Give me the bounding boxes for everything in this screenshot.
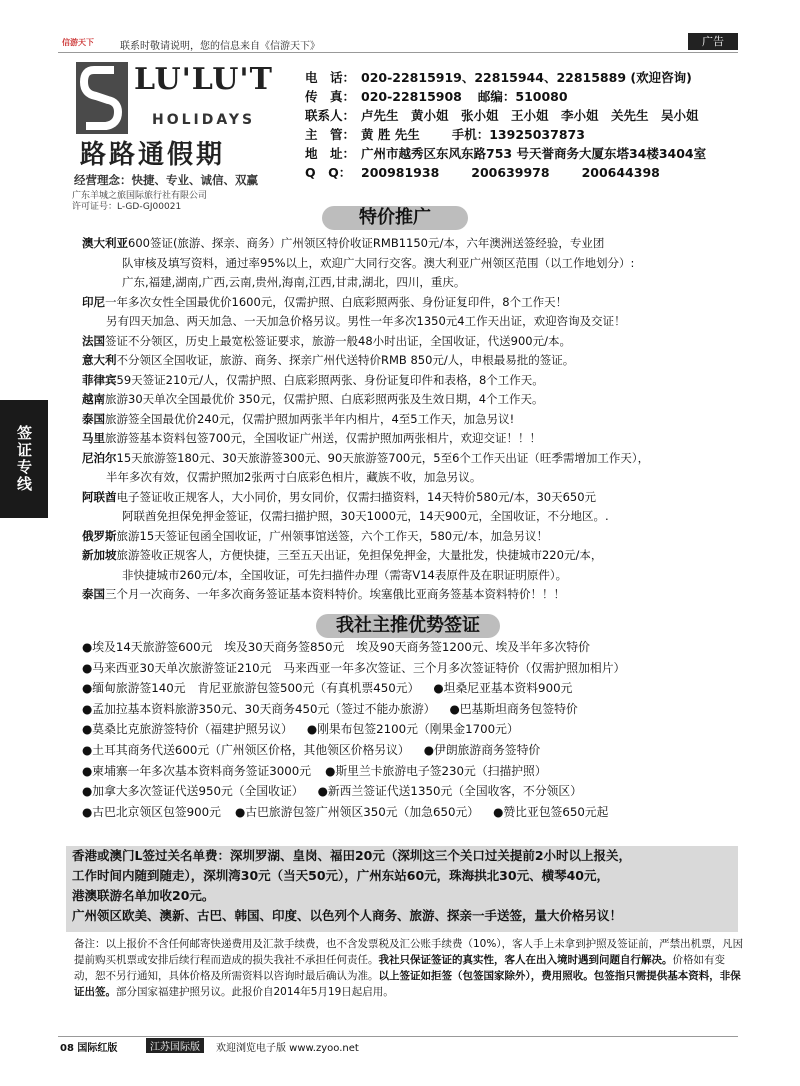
company-name: 广东羊城之旅国际旅行社有限公司: [72, 191, 208, 201]
promo-text: 旅游签收正规客人，方便快捷，三至五天出证，免担保免押金，大量批发，快捷城市220元/本，: [116, 548, 603, 562]
note-text-d: 以上签证如拒签（包签国家除外），费用照收。包签指只需提供基本资料，非保证出签。: [74, 970, 741, 998]
qq-label: Q Q：: [305, 165, 352, 180]
adv-item: ●刚果布包签2100元（刚果金1700元）: [306, 722, 519, 737]
zip-label: 邮编：: [477, 89, 516, 104]
promo-line: [82, 254, 742, 274]
company-logo: [72, 60, 272, 210]
edition-tag: 江苏国际版: [146, 1038, 204, 1053]
note-text-e: 部分国家福建护照另议。此报价自2014年5月19日起启用。: [116, 986, 394, 998]
people-label: 联系人：: [305, 108, 356, 123]
promo-country: 俄罗斯: [82, 528, 117, 543]
promo-line: [82, 507, 742, 527]
promo-text: 旅游15天签证包函全国收证，广州领事馆送签，六个工作天，580元/本，加急另议！: [116, 528, 548, 543]
promo-country: 澳大利亚: [82, 236, 128, 250]
manager-label: 主 管：: [305, 127, 356, 142]
promo-line: [82, 234, 742, 254]
mobile-label: 手机：: [451, 127, 490, 142]
promo-text: 15天旅游签180元、30天旅游签300元、90天旅游签700元，5至6个工作天出证（旺季需增加工作天），: [116, 450, 650, 465]
note-text-c: 价格如有变动，恕不另行通知，具体价格及所需资料以咨询时最后确认为准。: [74, 954, 725, 982]
address-value: 广州市越秀区东风东路753 号天誉商务大厦东塔34楼3404室: [361, 146, 707, 161]
side-tab-visa: 签证专线: [0, 400, 48, 518]
promo-line: [82, 371, 742, 391]
header-logo: 信游天下: [62, 38, 94, 47]
license-number: 许可证号：L-GD-GJ00021: [72, 202, 182, 212]
manager-value: 黄 胜 先生: [361, 127, 420, 142]
hk-line: 工作时间内随到随走），深圳湾30元（当天50元），广州东站60元，珠海拱北30元、横琴40元，: [72, 868, 609, 883]
adv-line: [82, 781, 742, 802]
promo-line: [82, 332, 742, 352]
promo-country: 阿联酋: [82, 489, 117, 504]
promo-text: 签证不分领区，历史上最宽松签证要求，旅游一般48小时出证，全国收证，代送900元/本。: [105, 333, 571, 348]
people-value: 卢先生 黄小姐 张小姐 王小姐 李小姐 关先生 吴小姐: [361, 108, 699, 123]
adv-line: [82, 802, 742, 823]
promo-line: [82, 585, 742, 605]
promo-text: 广东,福建,湖南,广西,云南,贵州,海南,江西,甘肃,湖北，四川，重庆。: [122, 275, 466, 289]
promo-text: 阿联酋免担保免押金签证，仅需扫描护照，30天1000元，14天900元，全国收证，不分地区。.: [122, 509, 609, 523]
promo-country: 泰国: [82, 411, 105, 426]
ad-tag: 广告: [688, 33, 738, 50]
adv-item: ●古巴北京领区包签900元: [82, 804, 221, 819]
promo-line: [82, 527, 742, 547]
footer-bar: [58, 1036, 738, 1053]
hk-macau-box: [66, 846, 738, 932]
promo-line: [82, 488, 742, 508]
adv-item: ●柬埔寨一年多次基本资料商务签证3000元: [82, 763, 312, 778]
qq-value-2: 200639978: [471, 165, 550, 180]
adv-title: 我社主推优势签证: [316, 614, 500, 638]
logo-brand-en: LU'LU'T: [134, 62, 273, 97]
promo-text: 三个月一次商务、一年多次商务签证基本资料特价。埃塞俄比亚商务签基本资料特价！！！: [105, 587, 565, 601]
fax-label: 传 真：: [305, 89, 356, 104]
contact-manager-row: [305, 125, 775, 144]
header-bar: [58, 36, 738, 53]
contact-address-row: [305, 144, 775, 163]
header-notice: 联系时敬请说明，您的信息来自《信游天下》: [120, 41, 320, 52]
mobile-value: 13925037873: [489, 127, 585, 142]
note-text-b: 我社只保证签证的真实性，客人在出入境时遇到问题自行解决。: [378, 954, 673, 966]
adv-item: ●孟加拉基本资料旅游350元、30天商务450元（签过不能办旅游）: [82, 701, 436, 716]
adv-item: ●巴基斯坦商务包签特价: [449, 701, 578, 716]
business-philosophy: 经营理念：快捷、专业、诚信、双赢: [74, 173, 258, 187]
promo-text: 半年多次有效，仅需护照加2张两寸白底彩色相片，藏族不收，加急另议。: [106, 470, 482, 484]
contact-qq-row: [305, 163, 775, 182]
adv-line: [82, 678, 742, 699]
promo-text: 59天签证210元/人，仅需护照、白底彩照两张、身份证复印件和表格，8个工作天。: [116, 372, 544, 387]
contact-fax-row: [305, 87, 775, 106]
promo-line: [82, 449, 742, 469]
promo-country: 法国: [82, 333, 105, 348]
promo-line: [82, 351, 742, 371]
company-info: [72, 191, 207, 213]
adv-item: ●斯里兰卡旅游电子签230元（扫描护照）: [325, 763, 547, 778]
adv-item: ●缅甸旅游签140元 肯尼亚旅游包签500元（有真机票450元）: [82, 681, 420, 696]
promo-country: 马里: [82, 431, 105, 445]
adv-item: ●加拿大多次签证代送950元（全国收证）: [82, 784, 304, 799]
adv-line: [82, 740, 742, 761]
hk-line: 港澳联游名单加收20元。: [72, 888, 215, 903]
promo-country: 菲律宾: [82, 372, 117, 387]
adv-line: [82, 658, 742, 679]
promo-text: 600签证(旅游、探亲、商务）广州领区特价收证RMB1150元/本，六年澳洲送签经验，专业团: [128, 236, 605, 250]
adv-item: ●新西兰签证代送1350元（全国收客，不分领区）: [317, 784, 583, 799]
logo-holidays: HOLIDAYS: [152, 112, 256, 128]
promo-line: [82, 566, 742, 586]
promo-line: [82, 410, 742, 430]
contact-phone-row: [305, 68, 775, 87]
qq-value-3: 200644398: [581, 165, 660, 180]
promo-line: [82, 293, 742, 313]
promo-line: [82, 273, 742, 293]
note-text-a: 备注：以上报价不含任何邮寄快递费用及汇款手续费，也不含发票税及汇公账手续费（10%），客人手上未拿到护照及签证前，严禁出机票，凡因提前购买机票或安排后续行程而造成的损失我社不承担任何责任。: [74, 938, 744, 966]
qq-value-1: 200981938: [361, 165, 440, 180]
contact-people-row: [305, 106, 775, 125]
promo-line: [82, 312, 742, 332]
phone-label: 电 话：: [305, 70, 356, 85]
promo-line: [82, 546, 742, 566]
promo-text: 一年多次女性全国最优价1600元，仅需护照、白底彩照两张、身份证复印件，8个工作天！: [105, 294, 568, 309]
promo-text: 电子签证收正规客人，大小同价，男女同价，仅需扫描资料，14天特价580元/本，30天650元: [116, 489, 597, 504]
adv-item: ●马来西亚30天单次旅游签证210元 马来西亚一年多次签证、三个月多次签证特价（仅需护照加相片）: [82, 660, 626, 675]
lulut-s-icon: [76, 62, 128, 134]
promo-title: 特价推广: [322, 206, 468, 230]
note-block: [74, 936, 744, 1000]
advantage-visa-list: [82, 637, 742, 822]
promo-text: 旅游30天单次全国最优价 350元，仅需护照、白底彩照两张及生效日期，4个工作天。: [105, 392, 544, 406]
promo-country: 尼泊尔: [82, 450, 117, 465]
adv-item: ●莫桑比克旅游签特价（福建护照另议）: [82, 722, 293, 737]
phone-value: 020-22815919、22815944、22815889 (欢迎咨询): [361, 70, 692, 85]
contact-block: [305, 68, 775, 182]
adv-line: [82, 637, 742, 658]
logo-brand-cn: 路路通假期: [80, 140, 226, 170]
hk-line: 广州领区欧美、澳新、古巴、韩国、印度、以色列个人商务、旅游、探亲一手送签，量大价格另议！: [72, 908, 623, 923]
adv-item: ●伊朗旅游商务签特价: [423, 742, 541, 757]
adv-line: [82, 719, 742, 740]
adv-item: ●古巴旅游包签广州领区350元（加急650元）: [234, 804, 480, 819]
promo-text: 旅游签基本资料包签700元，全国收证广州送，仅需护照加两张相片，欢迎交证！！！: [105, 431, 541, 445]
adv-line: [82, 699, 742, 720]
zip-value: 510080: [515, 89, 568, 104]
promo-list: [82, 234, 742, 605]
promo-text: 另有四天加急、两天加急、一天加急价格另议。男性一年多次1350元4工作天出证，欢迎咨询及交证！: [106, 314, 626, 328]
promo-country: 泰国: [82, 587, 105, 601]
adv-item: ●埃及14天旅游签600元 埃及30天商务签850元 埃及90天商务签1200元、埃及半年多次特价: [82, 640, 590, 654]
address-label: 地 址：: [305, 146, 356, 161]
promo-country: 新加坡: [82, 548, 117, 562]
promo-line: [82, 390, 742, 410]
promo-country: 越南: [82, 392, 105, 406]
promo-text: 旅游签全国最优价240元，仅需护照加两张半年内相片，4至5工作天，加急另议!: [105, 411, 515, 426]
adv-item: ●坦桑尼亚基本资料900元: [433, 681, 573, 696]
promo-line: [82, 468, 742, 488]
hk-line: 香港或澳门L签过关名单费：深圳罗湖、皇岗、福田20元（深圳这三个关口过关提前2小时以上报关，: [72, 848, 632, 863]
promo-text: 队审核及填写资料，通过率95%以上，欢迎广大同行交客。澳大利亚广州领区范围（以工作地划分）:: [122, 255, 635, 270]
fax-value: 020-22815908: [361, 89, 462, 104]
promo-text: 非快捷城市260元/本，全国收证，可先扫描件办理（需寄V14表原件及在职证明原件）。: [122, 567, 568, 582]
promo-country: 意大利: [82, 353, 117, 367]
promo-line: [82, 429, 742, 449]
promo-country: 印尼: [82, 294, 105, 309]
adv-line: [82, 761, 742, 782]
promo-text: 不分领区全国收证，旅游、商务、探亲广州代送特价RMB 850元/人，申根最易批的签证。: [116, 353, 575, 367]
page-number: 08 国际红版: [60, 1043, 118, 1054]
adv-item: ●土耳其商务代送600元（广州领区价格，其他领区价格另议）: [82, 742, 410, 757]
website-text: 欢迎浏览电子版 www.zyoo.net: [216, 1043, 359, 1054]
adv-item: ●赞比亚包签650元起: [493, 804, 609, 819]
